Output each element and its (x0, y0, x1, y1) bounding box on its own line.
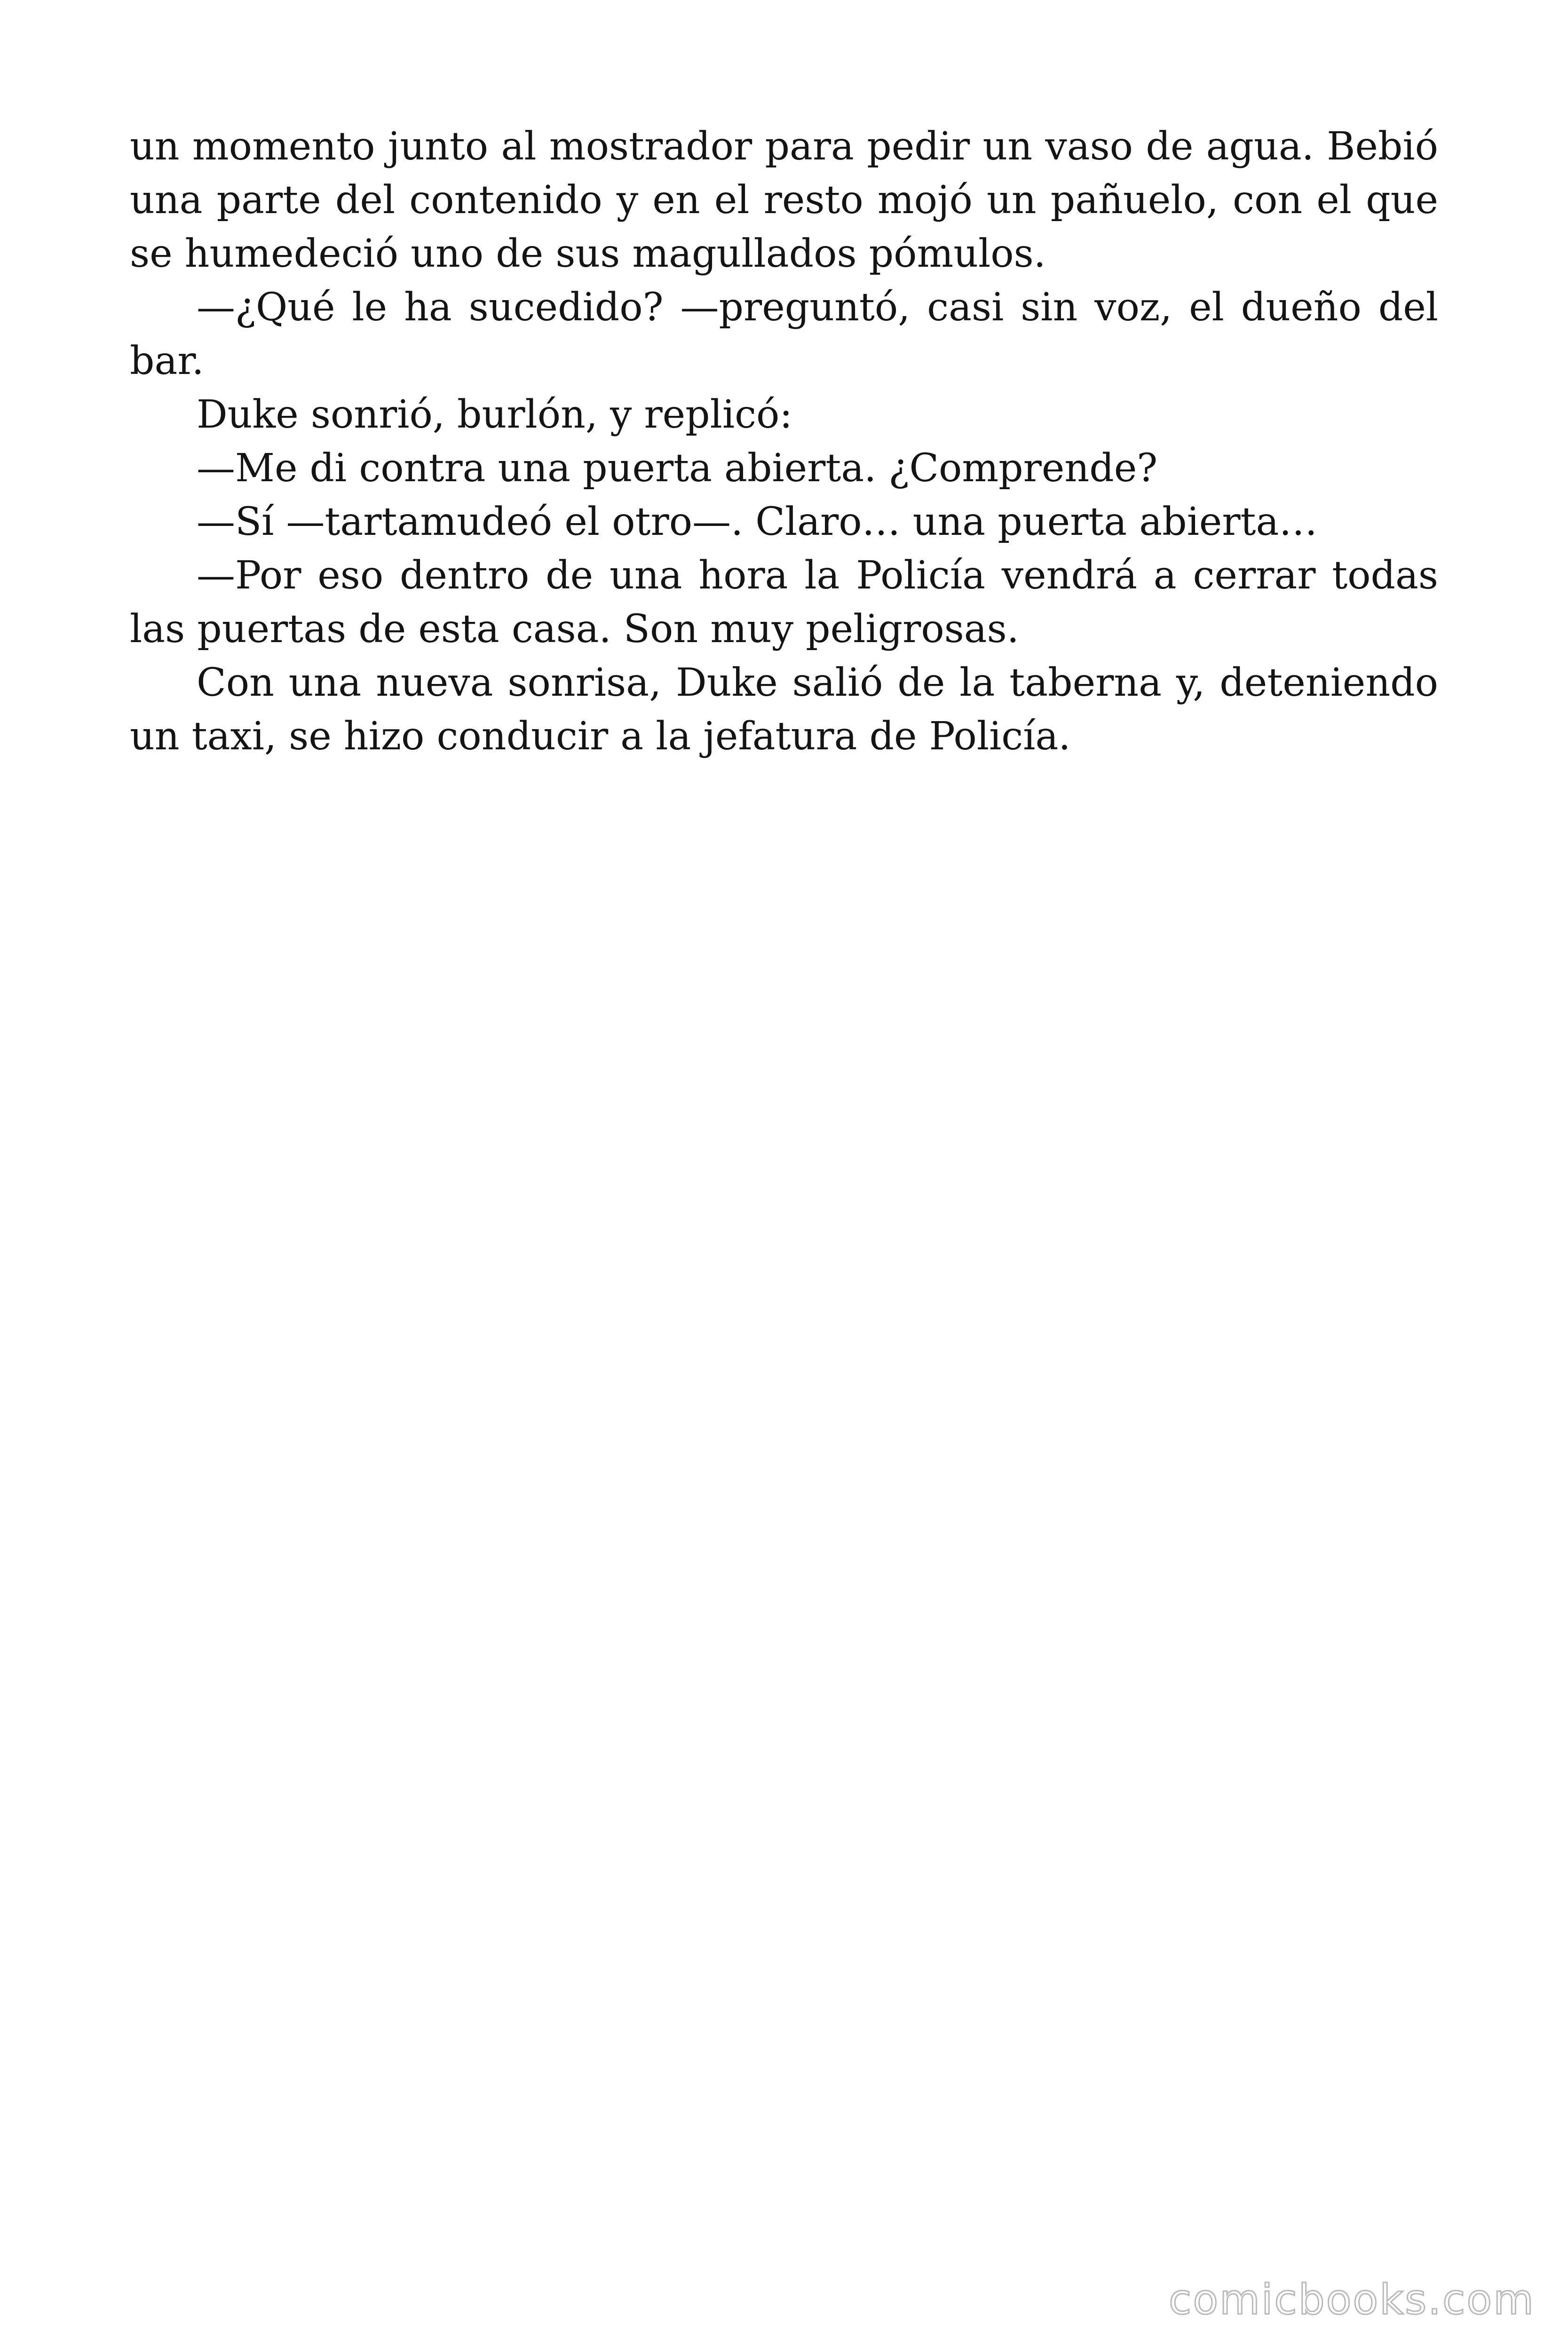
paragraph-5: —Sí —tartamudeó el otro—. Claro… una puerta abierta… (197, 500, 1318, 544)
paragraph-6: —Por eso dentro de una hora la Policía vendrá a cerrar todas las puertas de esta casa. Son muy peligrosas. (130, 553, 1438, 652)
paragraph-1: un momento junto al mostrador para pedir un vaso de agua. Bebió una parte del contenido y en el resto mojó un pañuelo, con el que se humedeció uno de sus magullados pómulos. (130, 124, 1438, 276)
paragraph-3: Duke sonrió, burlón, y replicó: (197, 392, 793, 437)
watermark-text: comicbooks.com (1168, 2275, 1535, 2324)
paragraph-7: Con una nueva sonrisa, Duke salió de la taberna y, deteniendo un taxi, se hizo conducir a la jefatura de Policía. (130, 660, 1438, 759)
page-body-text (130, 120, 1438, 763)
paragraph-4: —Me di contra una puerta abierta. ¿Comprende? (197, 446, 1158, 491)
paragraph-2: —¿Qué le ha sucedido? —preguntó, casi sin voz, el dueño del bar. (130, 285, 1438, 383)
